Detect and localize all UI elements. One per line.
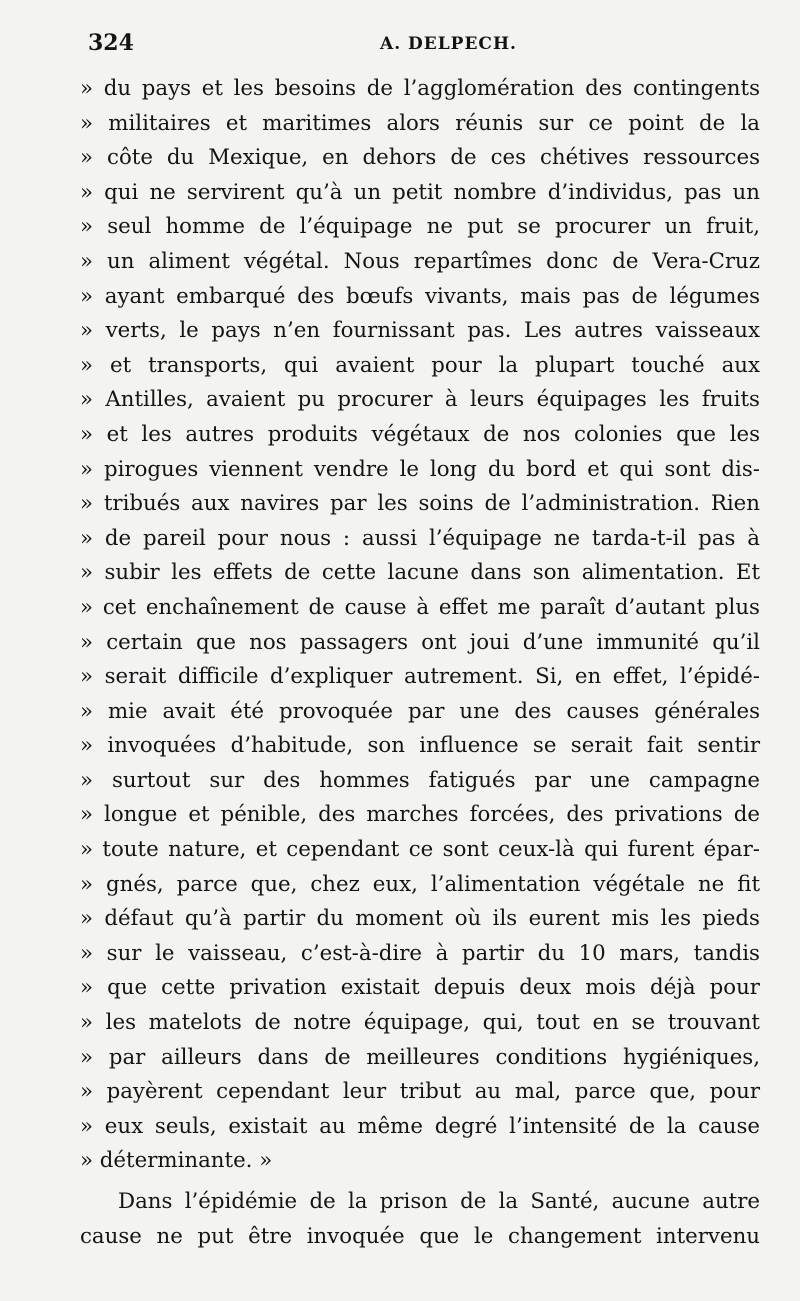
text-line: » invoquées d’habitude, son influence se serait fait sentir [80, 733, 760, 759]
text-line: » qui ne servirent qu’à un petit nombre d’individus, pas un [80, 179, 760, 205]
text-line: » verts, le pays n’en fournissant pas. Les autres vaisseaux [80, 318, 760, 344]
text-line: » de pareil pour nous : aussi l’équipage ne tarda-t-il pas à [80, 525, 760, 551]
body-paragraph [80, 1185, 760, 1254]
text-line: » par ailleurs dans de meilleures conditions hygiéniques, [80, 1044, 760, 1070]
text-line: » subir les effets de cette lacune dans son alimentation. Et [80, 560, 760, 586]
text-line: » que cette privation existait depuis deux mois déjà pour [80, 975, 760, 1001]
text-line: cause ne put être invoquée que le changement intervenu [80, 1223, 760, 1249]
text-line: » militaires et maritimes alors réunis sur ce point de la [80, 110, 760, 136]
text-line: » défaut qu’à partir du moment où ils eurent mis les pieds [80, 906, 760, 932]
text-line: » déterminante. » [80, 1148, 273, 1174]
text-line: » payèrent cependant leur tribut au mal, parce que, pour [80, 1079, 760, 1105]
text-line: » longue et pénible, des marches forcées, des privations de [80, 802, 760, 828]
text-line: Dans l’épidémie de la prison de la Santé, aucune autre [118, 1189, 760, 1214]
text-line: » eux seuls, existait au même degré l’intensité de la cause [80, 1113, 760, 1139]
text-line: » ayant embarqué des bœufs vivants, mais pas de légumes [80, 283, 760, 309]
text-line: » mie avait été provoquée par une des causes générales [80, 698, 760, 724]
text-line: » tribués aux navires par les soins de l’administration. Rien [80, 491, 760, 517]
text-line: » toute nature, et cependant ce sont ceux-là qui furent épar- [80, 837, 760, 863]
running-head: A. DELPECH. [380, 34, 517, 54]
text-line: » serait difficile d’expliquer autrement. Si, en effet, l’épidé- [80, 664, 760, 690]
quoted-paragraph [80, 72, 760, 1179]
text-line: » côte du Mexique, en dehors de ces chétives ressources [80, 145, 760, 171]
text-line: » seul homme de l’équipage ne put se procurer un fruit, [80, 214, 760, 240]
page-header [80, 30, 760, 60]
text-line: » gnés, parce que, chez eux, l’alimentation végétale ne fit [80, 871, 760, 897]
text-line: » et transports, qui avaient pour la plupart touché aux [80, 352, 760, 378]
text-line: » Antilles, avaient pu procurer à leurs équipages les fruits [80, 387, 760, 413]
text-line: » certain que nos passagers ont joui d’une immunité qu’il [80, 629, 760, 655]
text-line: » sur le vaisseau, c’est-à-dire à partir du 10 mars, tandis [80, 940, 760, 966]
text-line: » un aliment végétal. Nous repartîmes donc de Vera-Cruz [80, 248, 760, 274]
text-line: » du pays et les besoins de l’agglomération des contingents [80, 76, 760, 101]
text-line: » pirogues viennent vendre le long du bord et qui sont dis- [80, 456, 760, 482]
text-line: » surtout sur des hommes fatigués par une campagne [80, 767, 760, 793]
text-line: » cet enchaînement de cause à effet me paraît d’autant plus [80, 594, 760, 620]
text-line: » et les autres produits végétaux de nos colonies que les [80, 421, 760, 447]
page-number: 324 [88, 30, 134, 56]
text-line: » les matelots de notre équipage, qui, tout en se trouvant [80, 1010, 760, 1036]
